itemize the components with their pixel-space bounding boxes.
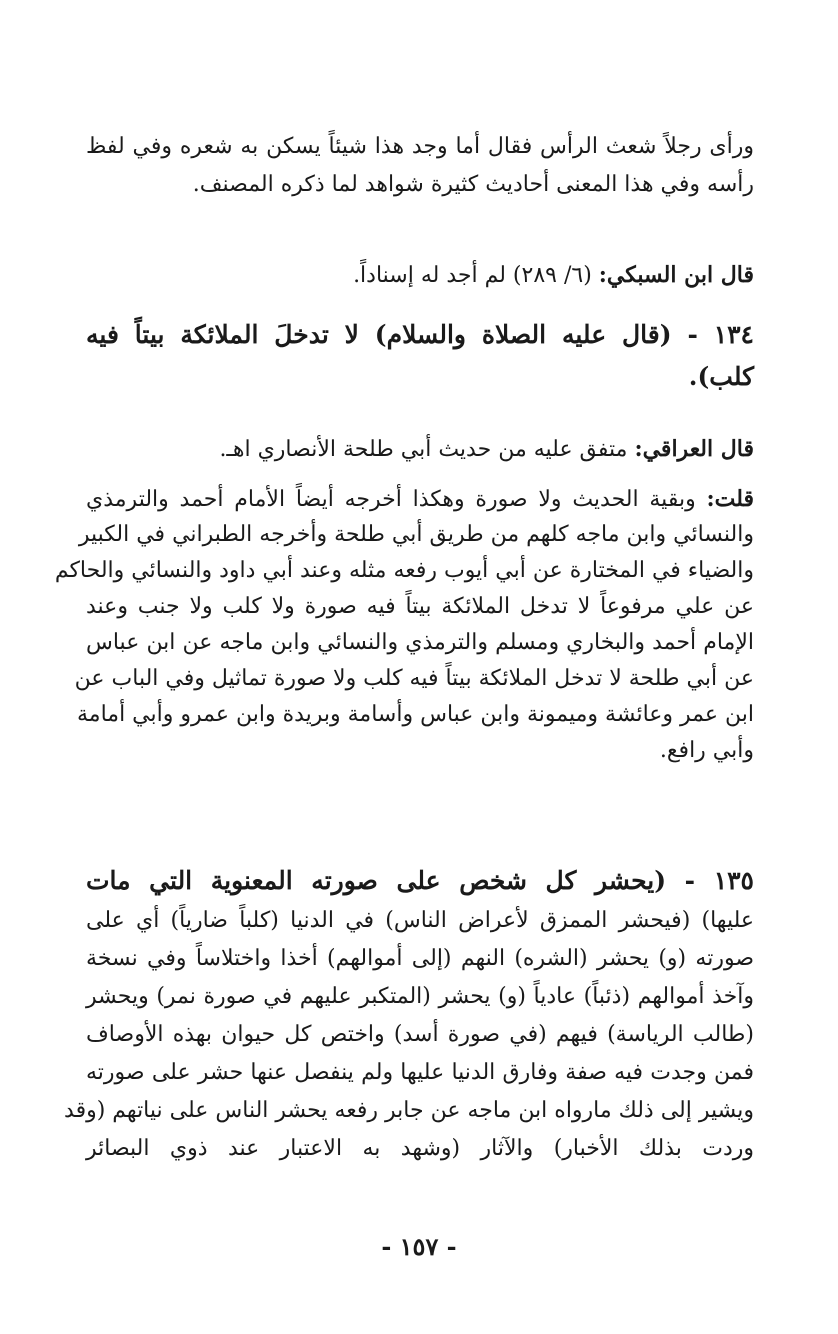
hadith-heading-line: كلب).: [688, 362, 754, 391]
note-iraqi: [219, 432, 754, 467]
note-text: (٦/ ٢٨٩) لم أجد له إسناداً.: [353, 263, 592, 288]
note-text: متفق عليه من حديث أبي طلحة الأنصاري اهـ.: [219, 437, 628, 462]
text-line: والضياء في المختارة عن أبي أيوب رفعه مثله وعند أبي داود والنسائي والحاكم: [54, 558, 754, 583]
note-subki: [353, 258, 754, 293]
text-line: رأسه وفي هذا المعنى أحاديث كثيرة شواهد لما ذكره المصنف.: [192, 172, 754, 197]
text-line: ابن عمر وعائشة وميمونة وابن عباس وأسامة وبريدة وابن عمرو وأبي أمامة: [77, 702, 754, 727]
text-line: عن أبي طلحة لا تدخل الملائكة بيتاً فيه كلب ولا صورة تماثيل وفي الباب عن: [74, 666, 754, 691]
text-line: عليها) (فيحشر الممزق لأعراض الناس) في الدنيا (كلباً ضارياً) أي على: [86, 908, 754, 933]
text-line: وردت بذلك الأخبار) والآثار (وشهد به الاعتبار عند ذوي البصائر: [86, 1136, 754, 1161]
text-line: [86, 482, 754, 517]
qultu-text: وبقية الحديث ولا صورة وهكذا أخرجه أيضاً الأمام أحمد والترمذي: [86, 487, 696, 512]
text-line: ويشير إلى ذلك مارواه ابن ماجه عن جابر رفعه يحشر الناس على نياتهم (وقد: [64, 1098, 754, 1123]
note-label: قال ابن السبكي:: [598, 262, 754, 288]
text-line: الإمام أحمد والبخاري ومسلم والترمذي والنسائي وابن ماجه عن ابن عباس: [86, 630, 754, 655]
text-line: ورأى رجلاً شعث الرأس فقال أما وجد هذا شيئاً يسكن به شعره وفي لفظ: [86, 134, 754, 159]
qultu-label: قلت:: [706, 486, 755, 512]
note-label: قال العراقي:: [634, 436, 754, 462]
text-line: وأبي رافع.: [659, 738, 754, 763]
text-line: (طالب الرياسة) فيهم (في صورة أسد) واختص كل حيوان بهذه الأوصاف: [86, 1022, 754, 1047]
text-line: عن علي مرفوعاً لا تدخل الملائكة بيتاً فيه صورة ولا كلب ولا جنب وعند: [86, 594, 754, 619]
text-line: صورته (و) يحشر (الشره) النهم (إلى أموالهم) أخذا واختلاساً وفي نسخة: [86, 946, 754, 971]
page-number: - ١٥٧ -: [381, 1232, 457, 1261]
text-line: فمن وجدت فيه صفة وفارق الدنيا عليها ولم ينفصل عنها حشر على صورته: [86, 1060, 754, 1085]
hadith-heading-line: ١٣٥ - (يحشر كل شخص على صورته المعنوية التي مات: [86, 866, 754, 895]
hadith-heading-line: ١٣٤ - (قال عليه الصلاة والسلام) لا تدخلَ الملائكة بيتاً فيه: [86, 320, 754, 349]
text-line: وآخذ أموالهم (ذئباً) عادياً (و) يحشر (المتكبر عليهم في صورة نمر) ويحشر: [86, 984, 754, 1009]
text-line: والنسائي وابن ماجه كلهم من طريق أبي طلحة وأخرجه الطبراني في الكبير: [78, 522, 754, 547]
